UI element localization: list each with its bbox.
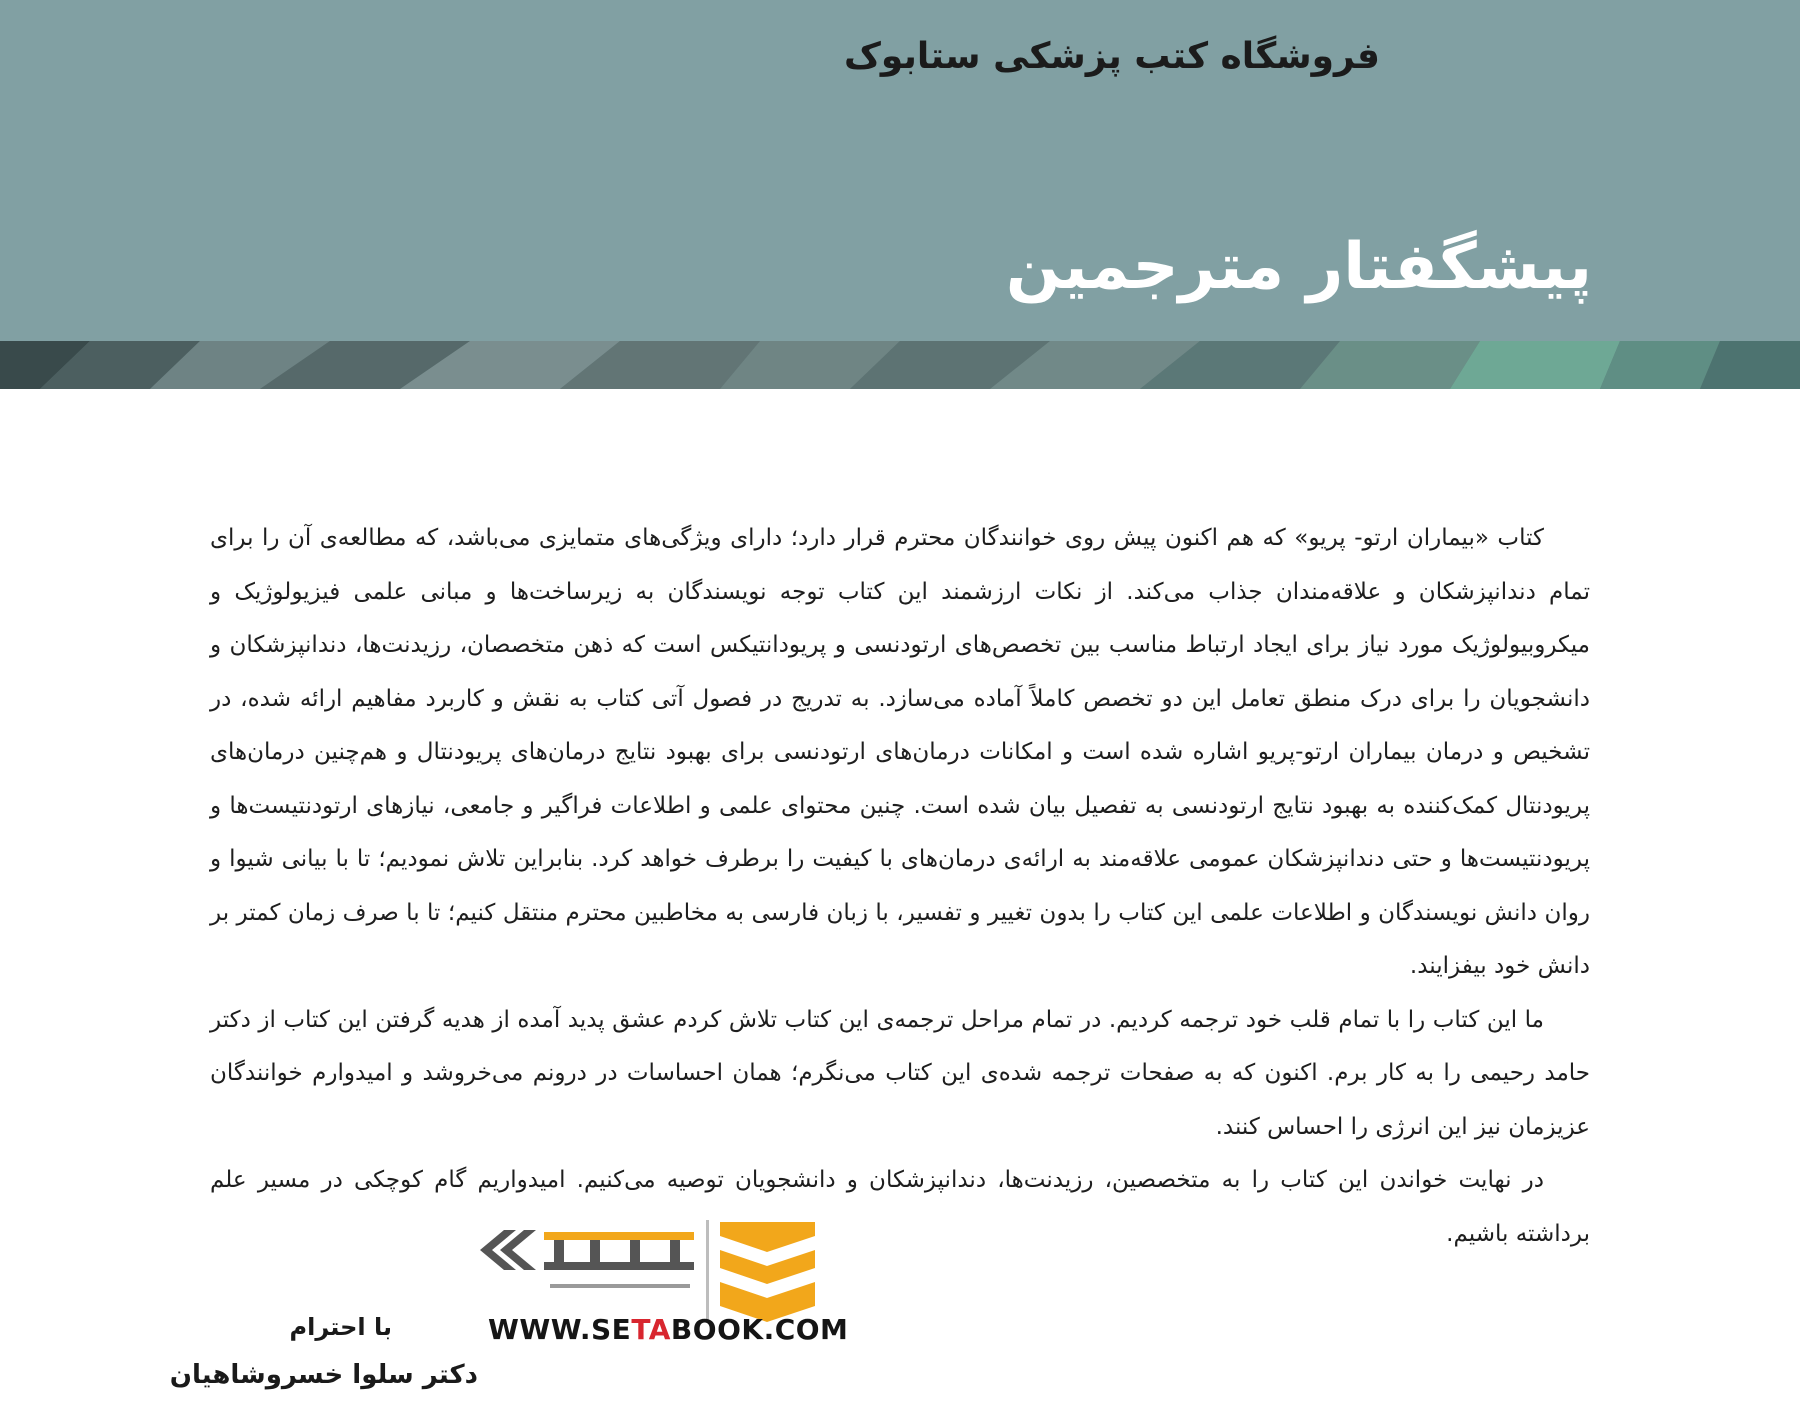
- page-header: [0, 0, 1800, 341]
- paragraph: ما این کتاب را با تمام قلب خود ترجمه کردیم. در تمام مراحل ترجمه‌ی این کتاب تلاش کردم عشق پدید آمده از هدیه گرفتن این کتاب از دکتر حامد رحیمی را به کار برم. اکنون که به صفحات ترجمه شده‌ی این کتاب می‌نگرم؛ همان احساسات در درونم می‌خروشد و امیدوارم خوانندگان عزیزمان نیز این انرژی را احساس کنند.: [210, 1006, 1590, 1140]
- paragraph: کتاب «بیماران ارتو- پریو» که هم اکنون پیش روی خوانندگان محترم قرار دارد؛ دارای ویژگی‌های متمایزی می‌باشد، که مطالعه‌ی آن را برای تمام دندانپزشکان و علاقه‌مندان جذاب می‌کند. از نکات ارزشمند این کتاب توجه نویسندگان به زیرساخت‌ها و مبانی علمی فیزیولوژیک و میکروبیولوژیک مورد نیاز برای ایجاد ارتباط مناسب بین تخصص‌های ارتودنسی و پریودانتیکس است که ذهن متخصصان، رزیدنت‌ها، دندانپزشکان و دانشجویان را برای درک منطق تعامل این دو تخصص کاملاً آماده می‌سازد. به تدریج در فصول آتی کتاب به نقش و کاربرد مفاهیم ارائه شده، در تشخیص و درمان بیماران ارتو-پریو اشاره شده است و امکانات درمان‌های ارتودنسی برای بهبود نتایج درمان‌های پریودنتال و هم‌چنین درمان‌های پریودنتال کمک‌کننده به بهبود نتایج ارتودنسی به تفصیل بیان شده است. چنین محتوای علمی و اطلاعات فراگیر و جامعی، نیازهای ارتودنتیست‌ها و پریودنتیست‌ها و حتی دندانپزشکان عمومی علاقه‌مند به ارائه‌ی درمان‌های با کیفیت را برطرف خواهد کرد. بنابراین تلاش نمودیم؛ تا با بیانی شیوا و روان دانش نویسندگان و اطلاعات علمی این کتاب را بدون تغییر و تفسیر، با زبان فارسی به مخاطبین محترم منتقل کنیم؛ تا با صرف زمان کمتر بر دانش خود بیفزایند.: [210, 525, 1590, 979]
- store-name: فروشگاه کتب پزشکی ستابوک: [843, 36, 1380, 77]
- paragraph: در نهایت خواندن این کتاب را به متخصصین، رزیدنت‌ها، دندانپزشکان و دانشجویان توصیه می‌کنیم. امیدواریم گام کوچکی در مسیر علم برداشته باشیم.: [210, 1167, 1590, 1247]
- preface-body: [210, 512, 1590, 1261]
- translator-signature: دکتر سلوا خسروشاهیان: [169, 1360, 478, 1390]
- closing-regards: با احترام: [289, 1313, 392, 1341]
- website-url: WWW.SETABOOK.COM: [488, 1313, 849, 1346]
- page-title: پیشگفتار مترجمین: [1005, 230, 1592, 304]
- decorative-band: [0, 341, 1800, 389]
